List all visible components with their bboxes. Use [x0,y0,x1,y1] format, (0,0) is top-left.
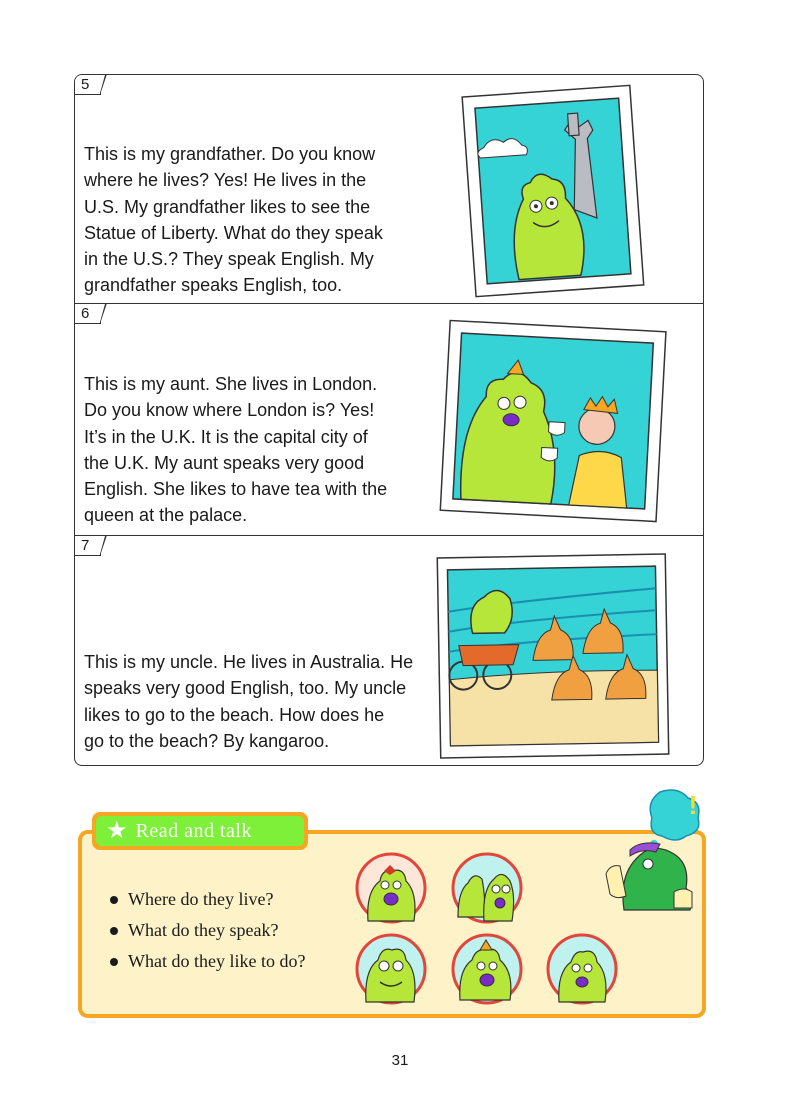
bullet-icon [110,958,118,966]
character-face-icon [354,932,428,1006]
aunt-tea-with-queen-picture [437,318,669,528]
uncle-kangaroo-beach-picture [433,550,673,764]
list-item: What do they speak? [110,915,305,946]
panel-number: 6 [75,304,101,324]
panel-number: 7 [75,536,101,556]
character-face-icon [450,932,524,1006]
story-table [74,74,704,766]
star-icon: ★ [106,817,128,844]
panel-text: This is my aunt. She lives in London. Do you know where London is? Yes! It’s in the U.K. It is the capital city of the U.K. My aunt speaks very good English. She likes to have tea with the queen at the palace. [84,374,388,526]
character-face-icon [545,932,619,1006]
story-panel-6 [75,304,703,536]
page-number: 31 [391,1052,409,1069]
character-face-icon [450,851,524,925]
story-panel-5 [75,75,703,304]
bullet-icon [110,927,118,935]
list-item: Where do they live? [110,884,305,915]
panel-text: This is my uncle. He lives in Australia. He speaks very good English, too. My uncle likes to go to the beach. How does he go to the beach? By kangaroo. [84,652,414,751]
speech-bubble-exclamation: ! [688,790,698,820]
section-title: Read and talk [135,819,252,842]
list-item: What do they like to do? [110,946,305,977]
bullet-icon [110,896,118,904]
question-list [110,884,305,977]
story-panel-7 [75,536,703,766]
character-face-icon [354,851,428,925]
panel-number: 5 [75,75,101,95]
grandfather-statue-of-liberty-picture [453,81,653,303]
read-and-talk-header [92,812,308,850]
panel-text: This is my grandfather. Do you know where he lives? Yes! He lives in the U.S. My grandfather likes to see the Statue of Liberty. What do they speak in the U.S.? They speak English. My grandfather speaks English, too. [84,144,383,296]
